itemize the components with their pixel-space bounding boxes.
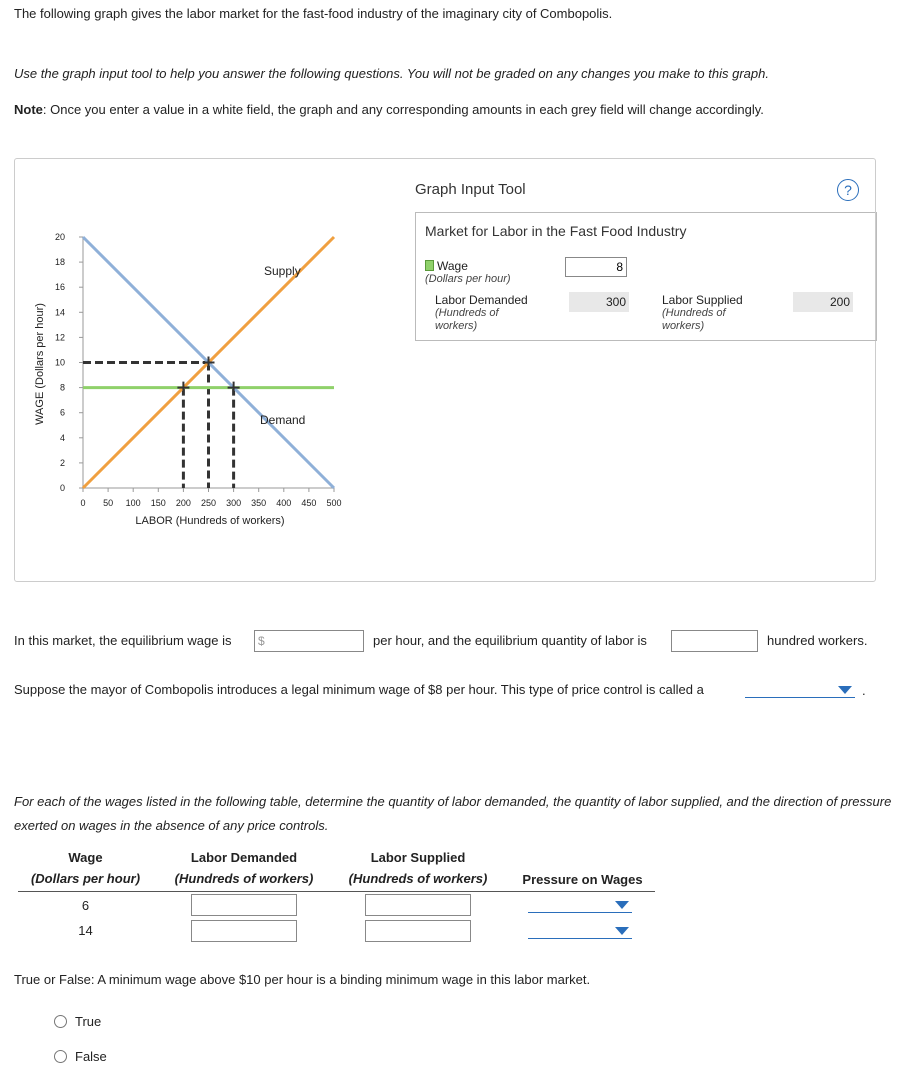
- market-title: Market for Labor in the Fast Food Industry: [425, 223, 687, 239]
- note-text: [14, 102, 764, 117]
- table-divider: [18, 891, 655, 892]
- header-labor-supplied: [337, 850, 499, 886]
- x-tick-label: 300: [226, 498, 242, 508]
- wage-input[interactable]: [565, 257, 627, 277]
- header-labor-demanded: [163, 850, 325, 886]
- header-ls-1: Labor Supplied: [370, 850, 466, 865]
- labor-demanded-input-14[interactable]: [191, 920, 297, 942]
- x-tick-label: 100: [125, 498, 141, 508]
- note-body: : Once you enter a value in a white field, the graph and any corresponding amounts in each grey field will change accordingly.: [42, 102, 764, 117]
- x-tick-label: 400: [276, 498, 292, 508]
- radio-false[interactable]: [54, 1050, 67, 1063]
- header-ld-2: (Hundreds of workers): [174, 871, 314, 886]
- chevron-down-icon: [615, 901, 629, 909]
- q1-pre-text: In this market, the equilibrium wage is: [14, 633, 232, 648]
- y-axis-label: WAGE (Dollars per hour): [34, 303, 46, 425]
- header-wage: [18, 850, 153, 886]
- equilibrium-wage-input[interactable]: [254, 630, 364, 652]
- demand-label: Demand: [260, 413, 306, 427]
- labor-demanded-group: [435, 294, 528, 332]
- x-tick-label: 250: [200, 498, 217, 508]
- header-ld-1: Labor Demanded: [190, 850, 298, 865]
- market-box: [415, 212, 877, 341]
- y-tick-label: 18: [54, 257, 65, 268]
- pressure-dropdown-6[interactable]: [528, 896, 632, 913]
- y-tick-label: 2: [59, 457, 65, 468]
- x-tick-label: 450: [301, 498, 317, 508]
- option-false-label: False: [75, 1049, 107, 1064]
- chevron-down-icon: [838, 686, 852, 694]
- labor-demanded-input-6[interactable]: [191, 894, 297, 916]
- labor-supplied-label: Labor Supplied: [662, 293, 743, 307]
- y-tick-label: 20: [54, 232, 65, 242]
- y-tick-label: 6: [59, 407, 65, 418]
- header-ls-2: (Hundreds of workers): [348, 871, 488, 886]
- labor-supplied-group: [662, 294, 743, 332]
- q2-period: .: [862, 683, 866, 698]
- supply-label: Supply: [264, 264, 301, 278]
- graph-panel: [14, 158, 876, 582]
- labor-market-graph[interactable]: [15, 159, 395, 579]
- y-tick-label: 16: [54, 282, 65, 293]
- instructions-text: Use the graph input tool to help you answer the following questions. You will not be graded on any changes you make to this graph.: [14, 66, 769, 81]
- row-wage-6: 6: [81, 898, 90, 913]
- question-true-false: True or False: A minimum wage above $10 per hour is a binding minimum wage in this labor market.: [14, 972, 591, 987]
- y-tick-label: 0: [59, 483, 65, 493]
- q1-mid-text: per hour, and the equilibrium quantity of labor is: [373, 633, 647, 648]
- question-table-intro: For each of the wages listed in the following table, determine the quantity of labor demanded, the quantity of labor supplied, and the direction of pressure exerted on wages in the absence of any price controls.: [14, 794, 892, 833]
- wage-label: Wage: [437, 259, 468, 273]
- equilibrium-quantity-input[interactable]: [671, 630, 758, 652]
- labor-demanded-unit-2: workers): [435, 320, 478, 332]
- note-label: Note: [14, 102, 43, 117]
- tool-title: Graph Input Tool: [415, 181, 526, 198]
- x-tick-label: 350: [251, 498, 267, 508]
- graph-input-tool: [415, 159, 875, 341]
- intro-text: The following graph gives the labor market for the fast-food industry of the imaginary city of Combopolis.: [14, 6, 613, 21]
- radio-true[interactable]: [54, 1015, 67, 1028]
- labor-supplied-input-14[interactable]: [365, 920, 471, 942]
- option-true-label: True: [75, 1014, 102, 1029]
- header-wage-1: Wage: [68, 850, 103, 865]
- help-icon[interactable]: ?: [837, 179, 859, 201]
- question-equilibrium: [14, 633, 231, 648]
- labor-supplied-unit-2: workers): [662, 320, 705, 332]
- header-pressure: Pressure on Wages: [522, 872, 643, 887]
- wage-unit: (Dollars per hour): [425, 273, 511, 285]
- pressure-dropdown-14[interactable]: [528, 922, 632, 939]
- x-tick-label: 500: [326, 498, 342, 508]
- dollar-sign: $: [258, 634, 265, 648]
- labor-supplied-input-6[interactable]: [365, 894, 471, 916]
- x-tick-label: 150: [150, 498, 166, 508]
- question-price-control: Suppose the mayor of Combopolis introduces a legal minimum wage of $8 per hour. This type of price control is called a: [14, 682, 704, 697]
- y-tick-label: 14: [54, 307, 65, 318]
- y-tick-label: 12: [54, 332, 65, 343]
- y-tick-label: 8: [59, 382, 65, 393]
- row-wage-14: 14: [78, 923, 93, 938]
- price-control-dropdown[interactable]: [745, 681, 855, 698]
- chevron-down-icon: [615, 927, 629, 935]
- labor-supplied-value: 200: [793, 292, 853, 312]
- labor-supplied-unit-1: (Hundreds of: [662, 307, 726, 319]
- y-tick-label: 10: [54, 357, 65, 368]
- y-tick-label: 4: [59, 432, 65, 443]
- x-tick-label: 200: [175, 498, 191, 508]
- x-tick-label: 50: [103, 498, 114, 508]
- x-axis-label: LABOR (Hundreds of workers): [135, 515, 285, 527]
- labor-demanded-label: Labor Demanded: [435, 293, 528, 307]
- wage-swatch-icon: [425, 260, 434, 271]
- q1-post-text: hundred workers.: [767, 633, 868, 648]
- header-wage-2: (Dollars per hour): [30, 871, 141, 886]
- labor-demanded-value: 300: [569, 292, 629, 312]
- wage-label-group: [425, 260, 511, 285]
- labor-demanded-unit-1: (Hundreds of: [435, 307, 499, 319]
- x-tick-label: 0: [80, 498, 86, 508]
